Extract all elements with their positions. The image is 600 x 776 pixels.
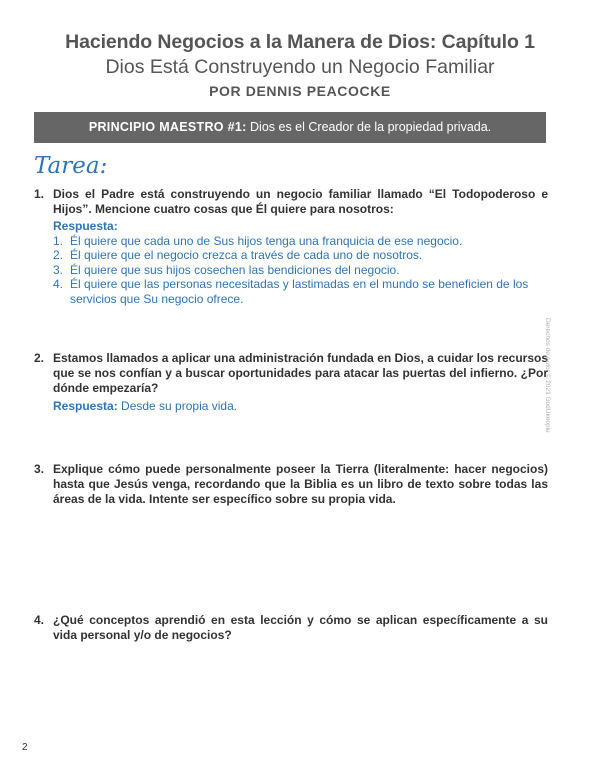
list-item bbox=[53, 263, 548, 278]
answer-label: Respuesta: bbox=[53, 219, 118, 233]
list-item-text: Él quiere que cada uno de Sus hijos tenga una franquicia de ese negocio. bbox=[70, 233, 463, 248]
question-3 bbox=[34, 462, 548, 507]
question-1 bbox=[34, 187, 548, 217]
master-principle-label: PRINCIPIO MAESTRO #1: bbox=[88, 120, 247, 134]
question-text: Dios el Padre está construyendo un negocio familiar llamado “El Todopoderoso e Hijos”. Mencione cuatro cosas que Él quiere para nosotros: bbox=[53, 187, 548, 216]
master-principle-banner bbox=[34, 112, 546, 143]
list-item-number: 1. bbox=[53, 233, 64, 248]
chapter-subtitle: Dios Está Construyendo un Negocio Familiar bbox=[105, 56, 495, 78]
author-line: POR DENNIS PEACOCKE bbox=[209, 83, 391, 99]
list-item bbox=[53, 234, 548, 249]
homework-heading: Tarea: bbox=[34, 153, 108, 179]
question-number: 4. bbox=[34, 613, 45, 627]
answer-list bbox=[53, 234, 548, 307]
question-text: ¿Qué conceptos aprendió en esta lección y cómo se aplican específicamente a su vida personal y/o de negocios? bbox=[53, 613, 548, 642]
answer-label: Respuesta: bbox=[53, 399, 118, 413]
question-text: Estamos llamados a aplicar una administración fundada en Dios, a cuidar los recursos que se nos confían y a buscar oportunidades para atacar las puertas del infierno. ¿Por dónde empezaría? bbox=[53, 351, 548, 395]
question-number: 1. bbox=[34, 187, 45, 201]
copyright-note: Derechos de Autor © 2021 GodUkeople bbox=[544, 318, 551, 433]
question-4 bbox=[34, 613, 548, 643]
page-header bbox=[0, 30, 600, 102]
list-item-number: 2. bbox=[53, 248, 64, 262]
question-number: 3. bbox=[34, 462, 45, 476]
list-item-number: 3. bbox=[53, 262, 64, 277]
answer-text: Desde su propia vida. bbox=[121, 399, 238, 413]
list-item-number: 4. bbox=[53, 277, 64, 291]
question-text: Explique cómo puede personalmente poseer la Tierra (literalmente: hacer negocios) hasta que Jesús venga, recordando que la Biblia es un libro de texto sobre todas las áreas de la vida. Intente ser específico sobre su propia vida. bbox=[53, 462, 548, 506]
master-principle-text: Dios es el Creador de la propiedad privada. bbox=[250, 120, 492, 134]
chapter-title: Haciendo Negocios a la Manera de Dios: Capítulo 1 bbox=[65, 31, 535, 53]
question-2 bbox=[34, 351, 548, 396]
list-item-text: Él quiere que las personas necesitadas y lastimadas en el mundo se beneficien de los servicios que Su negocio ofrece. bbox=[70, 277, 529, 306]
list-item-text: Él quiere que sus hijos cosechen las bendiciones del negocio. bbox=[70, 262, 400, 277]
list-item bbox=[53, 277, 548, 306]
answer-1 bbox=[53, 219, 548, 306]
question-number: 2. bbox=[34, 351, 45, 365]
answer-2 bbox=[53, 399, 548, 414]
page-number: 2 bbox=[22, 742, 28, 753]
list-item bbox=[53, 248, 548, 263]
list-item-text: Él quiere que el negocio crezca a través de cada uno de nosotros. bbox=[70, 248, 423, 262]
